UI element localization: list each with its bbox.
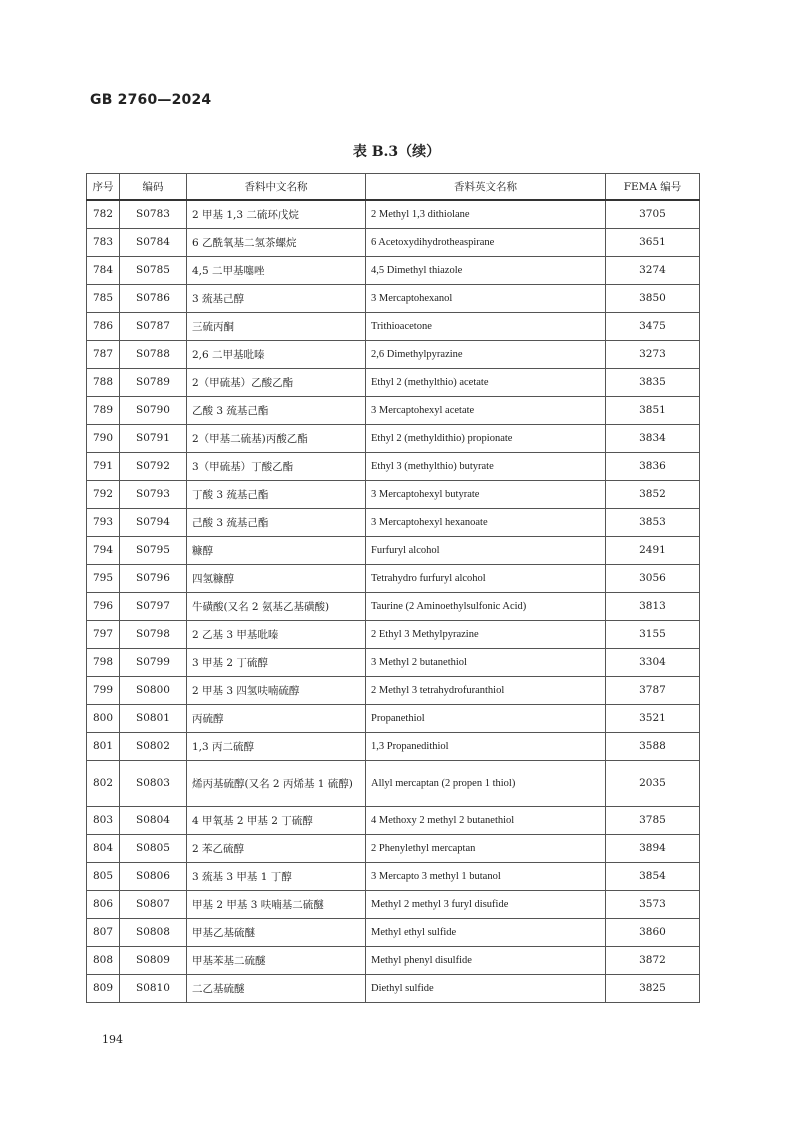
cell-fema-number: 3475 bbox=[606, 312, 700, 340]
cell-fema-number: 3304 bbox=[606, 648, 700, 676]
cell-chinese-name: 糠醇 bbox=[187, 536, 366, 564]
table-row bbox=[87, 862, 700, 890]
cell-english-name: 6 Acetoxydihydrotheaspirane bbox=[366, 228, 606, 256]
cell-english-name: 1,3 Propanedithiol bbox=[366, 732, 606, 760]
cell-code: S0786 bbox=[120, 284, 187, 312]
cell-chinese-name: 三硫丙酮 bbox=[187, 312, 366, 340]
table-row bbox=[87, 368, 700, 396]
cell-english-name: Methyl ethyl sulfide bbox=[366, 918, 606, 946]
cell-chinese-name: 甲基 2 甲基 3 呋喃基二硫醚 bbox=[187, 890, 366, 918]
cell-fema-number: 3651 bbox=[606, 228, 700, 256]
cell-chinese-name: 丙硫醇 bbox=[187, 704, 366, 732]
cell-serial: 809 bbox=[87, 974, 120, 1002]
table-row bbox=[87, 946, 700, 974]
cell-english-name: 3 Mercaptohexyl acetate bbox=[366, 396, 606, 424]
cell-fema-number: 3836 bbox=[606, 452, 700, 480]
cell-serial: 786 bbox=[87, 312, 120, 340]
cell-fema-number: 3854 bbox=[606, 862, 700, 890]
cell-serial: 799 bbox=[87, 676, 120, 704]
table-row bbox=[87, 256, 700, 284]
cell-chinese-name: 4 甲氧基 2 甲基 2 丁硫醇 bbox=[187, 806, 366, 834]
cell-chinese-name: 乙酸 3 巯基己酯 bbox=[187, 396, 366, 424]
cell-fema-number: 3588 bbox=[606, 732, 700, 760]
cell-serial: 800 bbox=[87, 704, 120, 732]
table-row bbox=[87, 228, 700, 256]
cell-chinese-name: 丁酸 3 巯基己酯 bbox=[187, 480, 366, 508]
cell-fema-number: 3835 bbox=[606, 368, 700, 396]
cell-code: S0797 bbox=[120, 592, 187, 620]
cell-english-name: 3 Mercaptohexyl hexanoate bbox=[366, 508, 606, 536]
cell-fema-number: 3274 bbox=[606, 256, 700, 284]
cell-code: S0804 bbox=[120, 806, 187, 834]
cell-code: S0809 bbox=[120, 946, 187, 974]
cell-fema-number: 3853 bbox=[606, 508, 700, 536]
cell-serial: 808 bbox=[87, 946, 120, 974]
cell-chinese-name: 2 甲基 1,3 二硫环戊烷 bbox=[187, 200, 366, 229]
page-number: 194 bbox=[102, 1033, 123, 1046]
col-header-fema: FEMA 编号 bbox=[606, 174, 700, 200]
table-row bbox=[87, 564, 700, 592]
cell-serial: 807 bbox=[87, 918, 120, 946]
cell-code: S0788 bbox=[120, 340, 187, 368]
cell-serial: 801 bbox=[87, 732, 120, 760]
cell-chinese-name: 6 乙酰氧基二氢茶螺烷 bbox=[187, 228, 366, 256]
cell-chinese-name: 4,5 二甲基噻唑 bbox=[187, 256, 366, 284]
cell-english-name: 2 Phenylethyl mercaptan bbox=[366, 834, 606, 862]
cell-code: S0793 bbox=[120, 480, 187, 508]
table-row bbox=[87, 918, 700, 946]
cell-code: S0784 bbox=[120, 228, 187, 256]
table-row bbox=[87, 974, 700, 1002]
header-row bbox=[87, 174, 700, 200]
table-row bbox=[87, 890, 700, 918]
cell-english-name: 2,6 Dimethylpyrazine bbox=[366, 340, 606, 368]
cell-serial: 784 bbox=[87, 256, 120, 284]
cell-fema-number: 3860 bbox=[606, 918, 700, 946]
cell-chinese-name: 2 苯乙硫醇 bbox=[187, 834, 366, 862]
cell-fema-number: 3521 bbox=[606, 704, 700, 732]
cell-fema-number: 3056 bbox=[606, 564, 700, 592]
cell-serial: 785 bbox=[87, 284, 120, 312]
table-row bbox=[87, 648, 700, 676]
flavoring-table bbox=[86, 173, 700, 1003]
cell-fema-number: 3273 bbox=[606, 340, 700, 368]
table-row bbox=[87, 200, 700, 229]
cell-english-name: Ethyl 3 (methylthio) butyrate bbox=[366, 452, 606, 480]
table-row bbox=[87, 592, 700, 620]
cell-chinese-name: 3 甲基 2 丁硫醇 bbox=[187, 648, 366, 676]
col-header-chinese-name: 香料中文名称 bbox=[187, 174, 366, 200]
table-row bbox=[87, 732, 700, 760]
cell-english-name: Diethyl sulfide bbox=[366, 974, 606, 1002]
cell-english-name: 2 Methyl 1,3 dithiolane bbox=[366, 200, 606, 229]
cell-serial: 805 bbox=[87, 862, 120, 890]
cell-english-name: Furfuryl alcohol bbox=[366, 536, 606, 564]
cell-chinese-name: 己酸 3 巯基己酯 bbox=[187, 508, 366, 536]
table-row bbox=[87, 676, 700, 704]
cell-code: S0803 bbox=[120, 760, 187, 806]
cell-serial: 802 bbox=[87, 760, 120, 806]
cell-english-name: Allyl mercaptan (2 propen 1 thiol) bbox=[366, 760, 606, 806]
table-row bbox=[87, 620, 700, 648]
cell-code: S0807 bbox=[120, 890, 187, 918]
cell-english-name: Methyl phenyl disulfide bbox=[366, 946, 606, 974]
table-row bbox=[87, 704, 700, 732]
cell-code: S0783 bbox=[120, 200, 187, 229]
cell-serial: 782 bbox=[87, 200, 120, 229]
cell-code: S0789 bbox=[120, 368, 187, 396]
table-title: 表 B.3（续） bbox=[352, 144, 441, 160]
cell-fema-number: 3834 bbox=[606, 424, 700, 452]
cell-chinese-name: 2,6 二甲基吡嗪 bbox=[187, 340, 366, 368]
cell-serial: 804 bbox=[87, 834, 120, 862]
cell-fema-number: 2035 bbox=[606, 760, 700, 806]
cell-code: S0798 bbox=[120, 620, 187, 648]
cell-fema-number: 3813 bbox=[606, 592, 700, 620]
table-row bbox=[87, 480, 700, 508]
table-row bbox=[87, 760, 700, 806]
cell-english-name: 3 Mercaptohexyl butyrate bbox=[366, 480, 606, 508]
table-header bbox=[87, 174, 700, 200]
cell-chinese-name: 四氢糠醇 bbox=[187, 564, 366, 592]
cell-chinese-name: 甲基苯基二硫醚 bbox=[187, 946, 366, 974]
cell-chinese-name: 2（甲硫基）乙酸乙酯 bbox=[187, 368, 366, 396]
table-row bbox=[87, 508, 700, 536]
cell-code: S0791 bbox=[120, 424, 187, 452]
cell-serial: 796 bbox=[87, 592, 120, 620]
cell-english-name: Ethyl 2 (methyldithio) propionate bbox=[366, 424, 606, 452]
cell-english-name: 3 Methyl 2 butanethiol bbox=[366, 648, 606, 676]
cell-english-name: Tetrahydro furfuryl alcohol bbox=[366, 564, 606, 592]
cell-english-name: 4,5 Dimethyl thiazole bbox=[366, 256, 606, 284]
cell-code: S0806 bbox=[120, 862, 187, 890]
cell-code: S0795 bbox=[120, 536, 187, 564]
table-row bbox=[87, 806, 700, 834]
cell-serial: 806 bbox=[87, 890, 120, 918]
cell-chinese-name: 2（甲基二硫基)丙酸乙酯 bbox=[187, 424, 366, 452]
cell-english-name: Trithioacetone bbox=[366, 312, 606, 340]
cell-english-name: Propanethiol bbox=[366, 704, 606, 732]
table-row bbox=[87, 536, 700, 564]
cell-chinese-name: 3（甲硫基）丁酸乙酯 bbox=[187, 452, 366, 480]
col-header-code: 编码 bbox=[120, 174, 187, 200]
col-header-english-name: 香料英文名称 bbox=[366, 174, 606, 200]
col-header-serial: 序号 bbox=[87, 174, 120, 200]
cell-serial: 783 bbox=[87, 228, 120, 256]
cell-fema-number: 3155 bbox=[606, 620, 700, 648]
cell-chinese-name: 烯丙基硫醇(又名 2 丙烯基 1 硫醇) bbox=[187, 760, 366, 806]
cell-code: S0802 bbox=[120, 732, 187, 760]
table-row bbox=[87, 424, 700, 452]
cell-serial: 794 bbox=[87, 536, 120, 564]
table-row bbox=[87, 284, 700, 312]
cell-serial: 790 bbox=[87, 424, 120, 452]
cell-code: S0799 bbox=[120, 648, 187, 676]
cell-serial: 791 bbox=[87, 452, 120, 480]
cell-fema-number: 3825 bbox=[606, 974, 700, 1002]
cell-serial: 803 bbox=[87, 806, 120, 834]
table-row bbox=[87, 312, 700, 340]
cell-english-name: 2 Ethyl 3 Methylpyrazine bbox=[366, 620, 606, 648]
table-row bbox=[87, 834, 700, 862]
table-row bbox=[87, 340, 700, 368]
cell-serial: 793 bbox=[87, 508, 120, 536]
cell-fema-number: 3894 bbox=[606, 834, 700, 862]
cell-fema-number: 3852 bbox=[606, 480, 700, 508]
cell-english-name: 2 Methyl 3 tetrahydrofuranthiol bbox=[366, 676, 606, 704]
cell-fema-number: 3573 bbox=[606, 890, 700, 918]
cell-english-name: 3 Mercaptohexanol bbox=[366, 284, 606, 312]
cell-fema-number: 3850 bbox=[606, 284, 700, 312]
cell-chinese-name: 2 乙基 3 甲基吡嗪 bbox=[187, 620, 366, 648]
cell-code: S0787 bbox=[120, 312, 187, 340]
cell-chinese-name: 二乙基硫醚 bbox=[187, 974, 366, 1002]
cell-code: S0785 bbox=[120, 256, 187, 284]
cell-english-name: 4 Methoxy 2 methyl 2 butanethiol bbox=[366, 806, 606, 834]
cell-code: S0796 bbox=[120, 564, 187, 592]
table-row bbox=[87, 452, 700, 480]
cell-english-name: 3 Mercapto 3 methyl 1 butanol bbox=[366, 862, 606, 890]
cell-serial: 798 bbox=[87, 648, 120, 676]
cell-serial: 789 bbox=[87, 396, 120, 424]
cell-code: S0810 bbox=[120, 974, 187, 1002]
cell-fema-number: 3787 bbox=[606, 676, 700, 704]
cell-code: S0805 bbox=[120, 834, 187, 862]
cell-code: S0790 bbox=[120, 396, 187, 424]
cell-serial: 788 bbox=[87, 368, 120, 396]
cell-fema-number: 2491 bbox=[606, 536, 700, 564]
cell-fema-number: 3785 bbox=[606, 806, 700, 834]
cell-chinese-name: 牛磺酸(又名 2 氨基乙基磺酸) bbox=[187, 592, 366, 620]
document-standard-number: GB 2760—2024 bbox=[90, 92, 212, 108]
cell-serial: 795 bbox=[87, 564, 120, 592]
cell-serial: 797 bbox=[87, 620, 120, 648]
cell-english-name: Ethyl 2 (methylthio) acetate bbox=[366, 368, 606, 396]
cell-chinese-name: 甲基乙基硫醚 bbox=[187, 918, 366, 946]
cell-code: S0792 bbox=[120, 452, 187, 480]
cell-code: S0808 bbox=[120, 918, 187, 946]
cell-chinese-name: 3 巯基 3 甲基 1 丁醇 bbox=[187, 862, 366, 890]
cell-fema-number: 3872 bbox=[606, 946, 700, 974]
cell-serial: 787 bbox=[87, 340, 120, 368]
cell-chinese-name: 3 巯基己醇 bbox=[187, 284, 366, 312]
cell-code: S0800 bbox=[120, 676, 187, 704]
cell-chinese-name: 1,3 丙二硫醇 bbox=[187, 732, 366, 760]
cell-code: S0801 bbox=[120, 704, 187, 732]
cell-fema-number: 3851 bbox=[606, 396, 700, 424]
cell-code: S0794 bbox=[120, 508, 187, 536]
table-row bbox=[87, 396, 700, 424]
cell-english-name: Methyl 2 methyl 3 furyl disufide bbox=[366, 890, 606, 918]
cell-fema-number: 3705 bbox=[606, 200, 700, 229]
cell-serial: 792 bbox=[87, 480, 120, 508]
table-body bbox=[87, 200, 700, 1003]
cell-chinese-name: 2 甲基 3 四氢呋喃硫醇 bbox=[187, 676, 366, 704]
cell-english-name: Taurine (2 Aminoethylsulfonic Acid) bbox=[366, 592, 606, 620]
